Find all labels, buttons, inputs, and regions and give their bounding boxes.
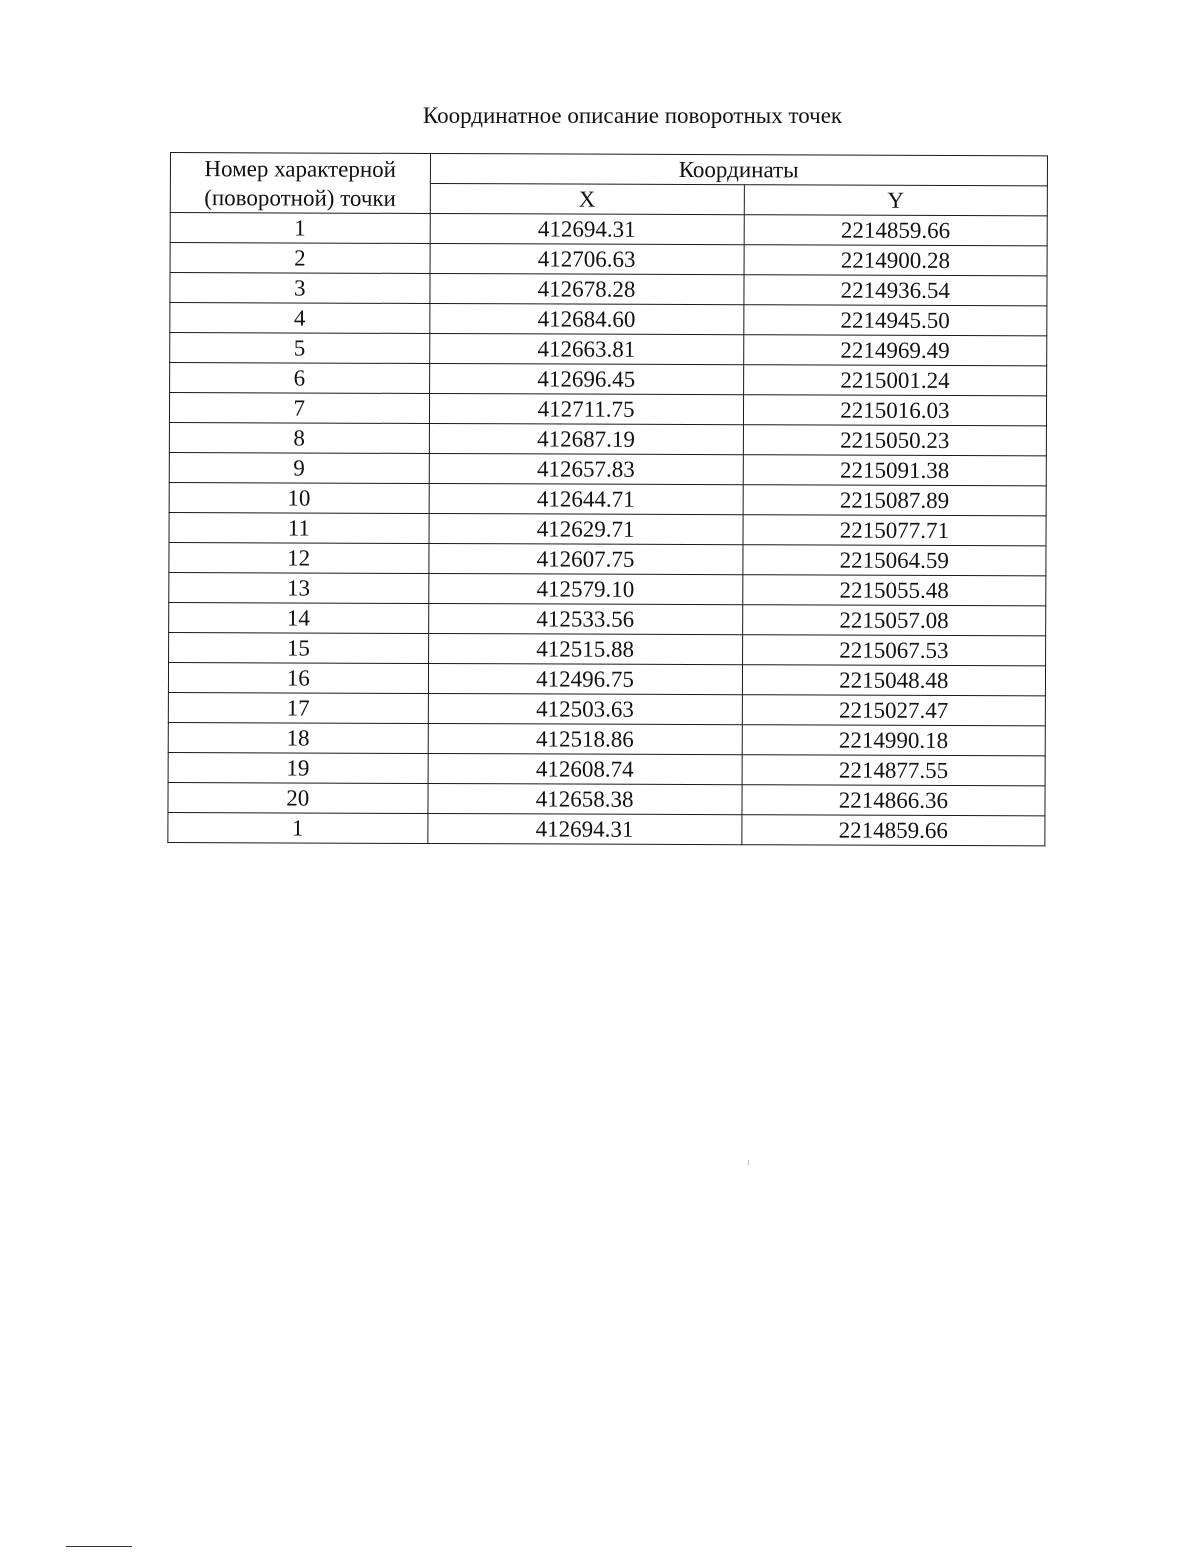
y-coordinate-cell: 2214866.36 — [742, 785, 1045, 816]
table-row — [169, 512, 1046, 545]
y-coordinate-cell: 2215064.59 — [743, 545, 1046, 576]
table-row — [169, 572, 1046, 605]
x-coordinate-cell: 412607.75 — [428, 543, 742, 574]
y-coordinate-cell: 2215057.08 — [742, 605, 1045, 636]
table-row — [170, 213, 1047, 246]
point-number-cell: 19 — [168, 752, 428, 783]
x-coordinate-cell: 412711.75 — [429, 393, 743, 424]
table-row — [169, 482, 1046, 515]
table-row — [169, 422, 1046, 455]
point-number-cell: 17 — [168, 692, 428, 723]
y-coordinate-cell: 2215067.53 — [742, 635, 1045, 666]
table-row — [170, 333, 1047, 366]
point-number-cell: 9 — [169, 452, 429, 483]
x-coordinate-cell: 412658.38 — [427, 783, 741, 814]
point-number-header-line2: (поворотной) точки — [204, 185, 396, 211]
point-number-cell: 6 — [170, 363, 430, 394]
point-number-cell: 20 — [168, 782, 428, 813]
y-coordinate-cell: 2215050.23 — [743, 425, 1046, 456]
y-coordinate-cell: 2215027.47 — [742, 695, 1045, 726]
x-coordinate-cell: 412687.19 — [429, 423, 743, 454]
x-coordinate-cell: 412518.86 — [428, 723, 742, 754]
x-coordinate-cell: 412663.81 — [429, 333, 743, 364]
table-row — [168, 782, 1045, 815]
point-number-cell: 3 — [170, 273, 430, 304]
table-row — [170, 303, 1047, 336]
y-coordinate-cell: 2214859.66 — [742, 815, 1045, 846]
y-header: Y — [744, 185, 1047, 216]
x-coordinate-cell: 412579.10 — [428, 573, 742, 604]
point-number-cell: 11 — [169, 512, 429, 543]
x-coordinate-cell: 412684.60 — [429, 303, 743, 334]
document-title: Координатное описание поворотных точек — [422, 103, 843, 128]
y-coordinate-cell: 2214990.18 — [742, 725, 1045, 756]
table-row — [169, 452, 1046, 485]
x-coordinate-cell: 412706.63 — [430, 243, 744, 274]
point-number-cell: 1 — [168, 812, 428, 843]
y-coordinate-cell: 2214900.28 — [744, 245, 1047, 276]
x-coordinate-cell: 412496.75 — [428, 663, 742, 694]
point-number-cell: 16 — [168, 662, 428, 693]
x-coordinate-cell: 412696.45 — [429, 363, 743, 394]
scan-speck — [748, 1160, 749, 1165]
y-coordinate-cell: 2215016.03 — [743, 395, 1046, 426]
point-number-cell: 8 — [169, 422, 429, 453]
table-row — [169, 602, 1046, 635]
y-coordinate-cell: 2214936.54 — [744, 275, 1047, 306]
table-row — [168, 662, 1045, 695]
x-coordinate-cell: 412608.74 — [428, 753, 742, 784]
x-coordinate-cell: 412515.88 — [428, 633, 742, 664]
x-coordinate-cell: 412533.56 — [428, 603, 742, 634]
y-coordinate-cell: 2214859.66 — [744, 215, 1047, 246]
coordinates-header: Координаты — [430, 153, 1048, 185]
y-coordinate-cell: 2215001.24 — [743, 365, 1046, 396]
table-row — [169, 632, 1046, 665]
point-number-cell: 15 — [169, 632, 429, 663]
x-coordinate-cell: 412678.28 — [429, 273, 743, 304]
x-coordinate-cell: 412503.63 — [428, 693, 742, 724]
table-row — [170, 363, 1047, 396]
x-coordinate-cell: 412629.71 — [429, 513, 743, 544]
table-row — [170, 243, 1047, 276]
table-row — [168, 752, 1045, 785]
y-coordinate-cell: 2214877.55 — [742, 755, 1045, 786]
point-number-cell: 4 — [170, 303, 430, 334]
table-row — [169, 393, 1046, 426]
point-number-cell: 5 — [170, 333, 430, 364]
y-coordinate-cell: 2215077.71 — [743, 515, 1046, 546]
x-coordinate-cell: 412644.71 — [429, 483, 743, 514]
y-coordinate-cell: 2215055.48 — [742, 575, 1045, 606]
table-row — [170, 273, 1047, 306]
x-coordinate-cell: 412694.31 — [427, 813, 741, 844]
x-header: X — [430, 183, 744, 214]
x-coordinate-cell: 412694.31 — [430, 213, 744, 244]
point-number-cell: 2 — [170, 243, 430, 274]
y-coordinate-cell: 2215087.89 — [743, 485, 1046, 516]
table-row — [169, 542, 1046, 575]
table-body — [168, 213, 1047, 846]
y-coordinate-cell: 2214945.50 — [744, 305, 1047, 336]
page-footer-line — [66, 1546, 132, 1547]
y-coordinate-cell: 2215091.38 — [743, 455, 1046, 486]
table-header-row — [170, 153, 1047, 186]
point-number-cell: 7 — [169, 393, 429, 424]
y-coordinate-cell: 2215048.48 — [742, 665, 1045, 696]
point-number-header — [170, 153, 430, 214]
point-number-cell: 1 — [170, 213, 430, 244]
point-number-cell: 10 — [169, 482, 429, 513]
table-row — [168, 722, 1045, 755]
table-row — [168, 692, 1045, 725]
point-number-cell: 13 — [169, 572, 429, 603]
point-number-header-line1: Номер характерной — [204, 156, 397, 182]
point-number-cell: 12 — [169, 542, 429, 573]
table-row — [168, 812, 1045, 845]
x-coordinate-cell: 412657.83 — [429, 453, 743, 484]
coordinates-table — [167, 152, 1048, 846]
point-number-cell: 14 — [169, 602, 429, 633]
y-coordinate-cell: 2214969.49 — [743, 335, 1046, 366]
point-number-cell: 18 — [168, 722, 428, 753]
